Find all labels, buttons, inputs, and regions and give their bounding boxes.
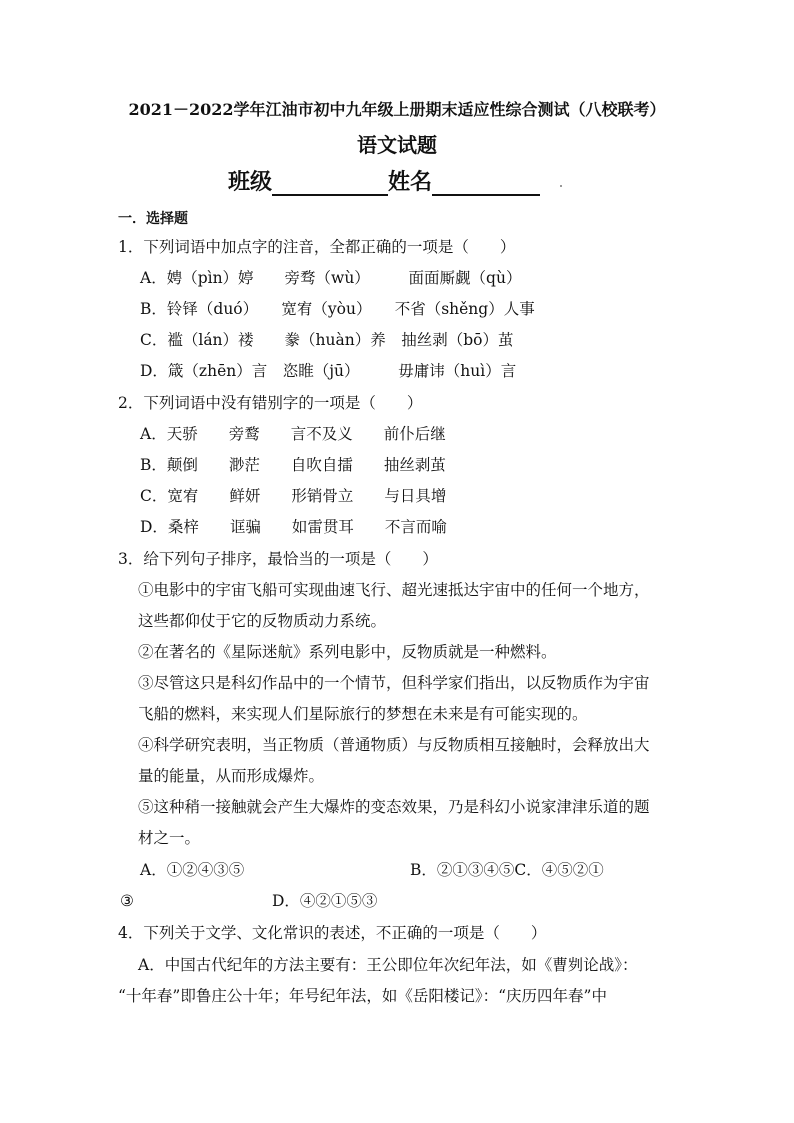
q3-option-a: A．①②④③⑤ [140, 861, 245, 879]
stray-dot [560, 185, 562, 187]
q3-sentence-1-cont: 这些都仰仗于它的反物质动力系统。 [138, 612, 387, 630]
class-blank[interactable] [272, 172, 388, 196]
q3-sentence-5-cont: 材之一。 [138, 829, 201, 847]
exam-subject: 语文试题 [357, 133, 437, 157]
exam-title: 2021－2022学年江油市初中九年级上册期末适应性综合测试（八校联考） [128, 100, 666, 119]
q2-option-b: B．颠倒 渺茫 自吹自擂 抽丝剥茧 [140, 456, 446, 474]
q1-option-c: C．褴（lán）褛 豢（huàn）养 抽丝剥（bō）茧 [140, 331, 514, 349]
q1-stem: 1．下列词语中加点字的注音，全都正确的一项是（ ） [118, 238, 516, 256]
q3-sentence-1: ①电影中的宇宙飞船可实现曲速飞行、超光速抵达宇宙中的任何一个地方， [138, 581, 650, 599]
q4-stem: 4．下列关于文学、文化常识的表述，不正确的一项是（ ） [118, 924, 547, 942]
q3-sentence-3: ③尽管这只是科幻作品中的一个情节，但科学家们指出，以反物质作为宇宙 [138, 674, 650, 692]
q1-option-a: A．娉（pìn）婷 旁骛（wù） 面面厮觑（qù） [140, 269, 522, 287]
q1-option-d: D．箴（zhēn）言 恣睢（jū） 毋庸讳（huì）言 [140, 362, 517, 380]
q2-stem: 2．下列词语中没有错别字的一项是（ ） [118, 394, 423, 412]
q2-option-d: D．桑梓 诓骗 如雷贯耳 不言而喻 [140, 518, 447, 536]
q2-option-a: A．天骄 旁鹜 言不及义 前仆后继 [140, 425, 446, 443]
q4-option-a-cont: “十年春”即鲁庄公十年；年号纪年法，如《岳阳楼记》：“庆历四年春”中 [118, 987, 607, 1005]
q3-sentence-3-cont: 飞船的燃料，来实现人们星际旅行的梦想在未来是有可能实现的。 [138, 705, 588, 723]
student-info-line [228, 165, 540, 196]
q3-stem: 3．给下列句子排序，最恰当的一项是（ ） [118, 550, 438, 568]
name-blank[interactable] [432, 172, 540, 196]
q3-option-d: D．④②①⑤③ [272, 892, 378, 910]
q3-option-bc: B．②①③④⑤C．④⑤②① [410, 861, 604, 879]
q3-sentence-4: ④科学研究表明，当正物质（普通物质）与反物质相互接触时，会释放出大 [138, 736, 650, 754]
section-title: 一．选择题 [118, 211, 188, 227]
q3-sentence-2: ②在著名的《星际迷航》系列电影中，反物质就是一种燃料。 [138, 643, 557, 661]
q1-option-b: B．铃铎（duó） 宽宥（yòu） 不省（shěng）人事 [140, 300, 535, 318]
q4-option-a: A．中国古代纪年的方法主要有：王公即位年次纪年法，如《曹刿论战》： [138, 956, 638, 974]
q3-sentence-4-cont: 量的能量，从而形成爆炸。 [138, 767, 325, 785]
q3-sentence-5: ⑤这种稍一接触就会产生大爆炸的变态效果，乃是科幻小说家津津乐道的题 [138, 798, 650, 816]
q2-option-c: C．宽宥 鲜妍 形销骨立 与日具增 [140, 487, 447, 505]
name-label: 姓名 [388, 169, 433, 195]
q3-option-c-cont: ③ [120, 892, 134, 910]
class-label: 班级 [228, 169, 273, 195]
